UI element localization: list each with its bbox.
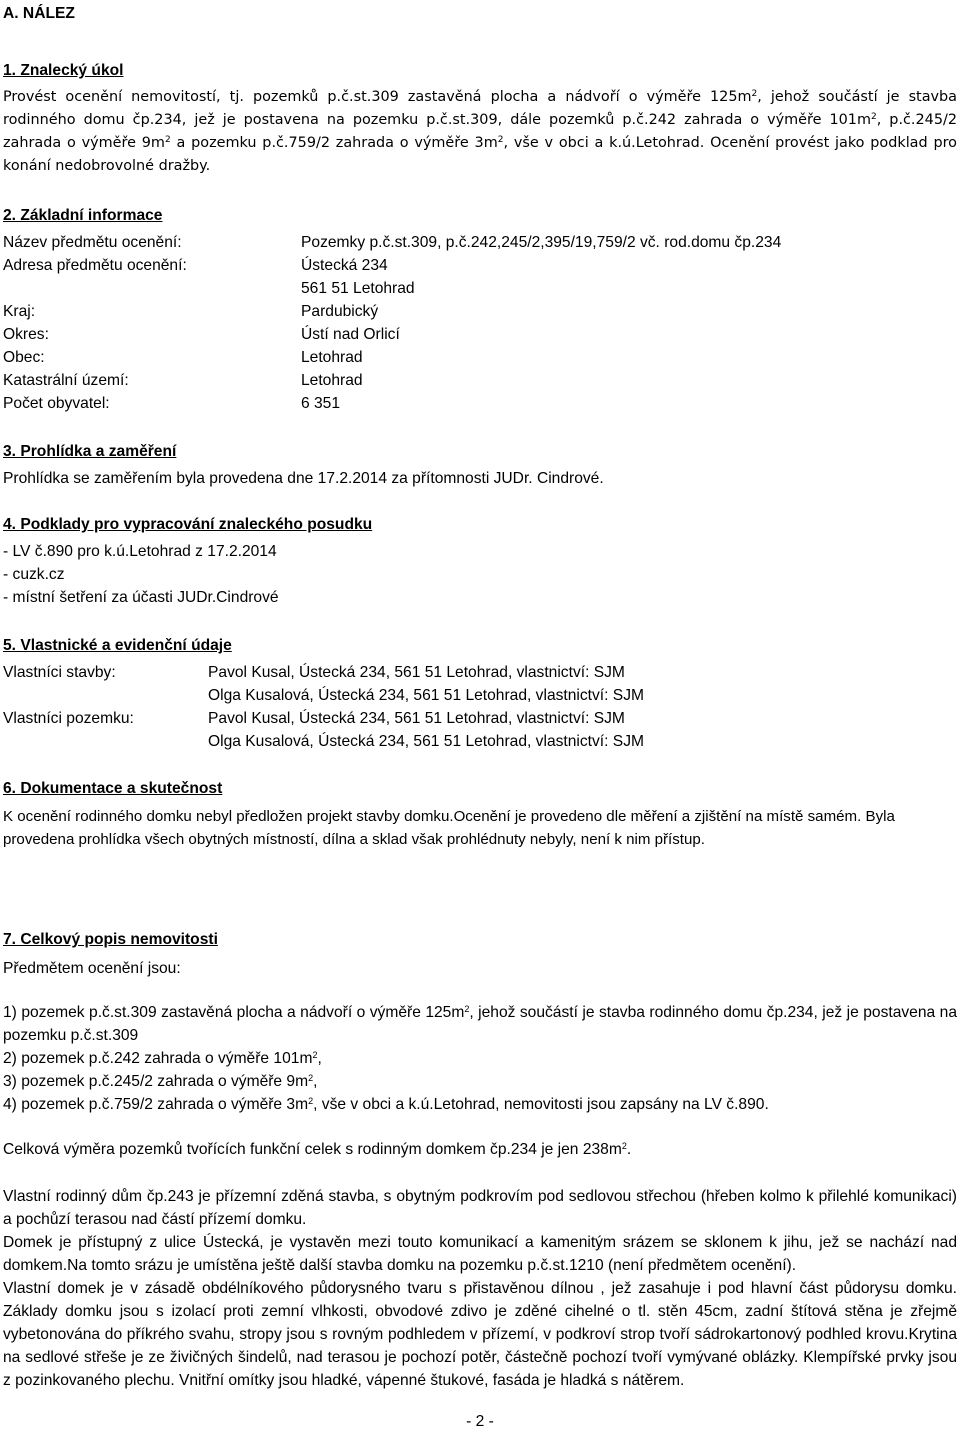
info-row: Adresa předmětu ocenění: Ústecká 234 — [3, 257, 388, 274]
section-5-heading: 5. Vlastnické a evidenční údaje — [3, 637, 232, 654]
info-row: Název předmětu ocenění: Pozemky p.č.st.309, p.č.242,245/2,395/19,759/2 vč. rod.domu čp.234 — [3, 234, 782, 251]
section-a-heading: A. NÁLEZ — [3, 5, 75, 22]
parcel-item-2: 2) pozemek p.č.242 zahrada o výměře $101m^2$, — [3, 1050, 322, 1067]
description-paragraph-2: Domek je přístupný z ulice Ústecká, je vystavěn mezi touto komunikací a kamenitým srázem se sklonem k jihu, jež se nachází nad domkem.Na tomto srázu je umístěna ještě další stavba domku na pozemku p.č.st.1210 (není předmětem ocenění). — [3, 1234, 957, 1274]
section-3-text: Prohlídka se zaměřením byla provedena dne 17.2.2014 za přítomnosti JUDr. Cindrové. — [3, 470, 604, 487]
owner-row: Vlastníci stavby: Pavol Kusal, Ústecká 234, 561 51 Letohrad, vlastnictví: SJM — [3, 664, 625, 681]
section-6-text: K ocenění rodinného domku nebyl předložen projekt stavby domku.Ocenění je provedeno dle měření a zjištění na místě samém. Byla provedena prohlídka všech obytných místností, dílna a sklad však prohlédnuty nebyly, není k nim přístup. — [3, 808, 895, 848]
section-1-text: Provést ocenění nemovitostí, tj. pozemků p.č.st.309 zastavěná plocha a nádvoří o výměře $125m^2$, jehož součástí je stavba rodinného domu čp.234, jež je postavena na pozemku p.č.st.309, dále pozemků p.č.242 zahrada o výměře $101m^2$, p.č.245/2 zahrada o výměře $9m^2$ a pozemku p.č.759/2 zahrada o výměře $3m^2$, vše v obci a k.ú.Letohrad. Ocenění provést jako podklad pro konání nedobrovolné dražby. — [3, 89, 957, 174]
list-item: - cuzk.cz — [3, 566, 65, 583]
basic-info-table: Název předmětu ocenění: Pozemky p.č.st.309, p.č.242,245/2,395/19,759/2 vč. rod.domu čp.234 Adresa předmětu ocenění: Ústecká 234 561 51 Letohrad Kraj: Pardubický Okres: Ústí nad Orlicí Obec: Letohrad Katastrální území: Letohrad Počet obyvatel: 6 351 — [3, 231, 957, 415]
info-row: Obec: Letohrad — [3, 349, 363, 366]
info-row: Katastrální území: Letohrad — [3, 372, 363, 389]
section-2-heading: 2. Základní informace — [3, 207, 163, 224]
info-row: Kraj: Pardubický — [3, 303, 379, 320]
info-row: Okres: Ústí nad Orlicí — [3, 326, 400, 343]
list-item: - LV č.890 pro k.ú.Letohrad z 17.2.2014 — [3, 543, 277, 560]
total-area-text: Celková výměra pozemků tvořících funkční celek s rodinným domkem čp.234 je jen $238m^2$. — [3, 1141, 632, 1158]
section-4-heading: 4. Podklady pro vypracování znaleckého posudku — [3, 516, 373, 533]
list-item: - místní šetření za účasti JUDr.Cindrové — [3, 589, 279, 606]
section-6-heading: 6. Dokumentace a skutečnost — [3, 780, 223, 797]
owner-row: Vlastníci pozemku: Pavol Kusal, Ústecká 234, 561 51 Letohrad, vlastnictví: SJM — [3, 710, 625, 727]
section-7-heading: 7. Celkový popis nemovitosti — [3, 931, 218, 948]
description-paragraph-1: Vlastní rodinný dům čp.243 je přízemní zděná stavba, s obytným podkrovím pod sedlovou střechou (hřeben kolmo k přilehlé komunikaci) a pochůzí terasou nad částí přízemí domku. — [3, 1188, 957, 1228]
description-paragraph-3: Vlastní domek je v zásadě obdélníkového půdorysného tvaru s přistavěnou dílnou , jež zasahuje i pod hlavní část půdorysu domku. Základy domku jsou s izolací proti zemní vlhkosti, obvodové zdivo je zděné cihelné o tl. stěn 45cm, zadní štítová stěna je zřejmě vybetonována do příkrého svahu, stropy jsou s rovným podhledem v přízemí, v podkroví strop tvoří sádrokartonový podhled krovu.Krytina na sedlové střeše je ze živičných šindelů, nad terasou je pochozí potěr, částečně pochozí tvoří vymývané oblázky. Klempířské prvky jsou z pozinkovaného plechu. Vnitřní omítky jsou hladké, vápenné štukové, fasáda je hladká s nátěrem. — [3, 1280, 957, 1389]
ownership-table: Vlastníci stavby: Pavol Kusal, Ústecká 234, 561 51 Letohrad, vlastnictví: SJM Olga Kusalová, Ústecká 234, 561 51 Letohrad, vlastnictví: SJM Vlastníci pozemku: Pavol Kusal, Ústecká 234, 561 51 Letohrad, vlastnictví: SJM Olga Kusalová, Ústecká 234, 561 51 Letohrad, vlastnictví: SJM — [3, 661, 957, 753]
section-7-intro: Předmětem ocenění jsou: — [3, 960, 181, 977]
info-row: Počet obyvatel: 6 351 — [3, 395, 341, 412]
section-3-heading: 3. Prohlídka a zaměření — [3, 443, 177, 460]
sources-list — [3, 540, 957, 609]
parcel-item-4: 4) pozemek p.č.759/2 zahrada o výměře $3m^2$, vše v obci a k.ú.Letohrad, nemovitosti jsou zapsány na LV č.890. — [3, 1096, 769, 1113]
page-number: - 2 - — [466, 1413, 494, 1430]
parcel-item-3: 3) pozemek p.č.245/2 zahrada o výměře $9m^2$, — [3, 1073, 318, 1090]
parcel-item-1: 1) pozemek p.č.st.309 zastavěná plocha a nádvoří o výměře $125m^2$, jehož součástí je stavba rodinného domu čp.234, jež je postavena na pozemku p.č.st.309 — [3, 1004, 957, 1044]
section-1-heading: 1. Znalecký úkol — [3, 62, 124, 79]
